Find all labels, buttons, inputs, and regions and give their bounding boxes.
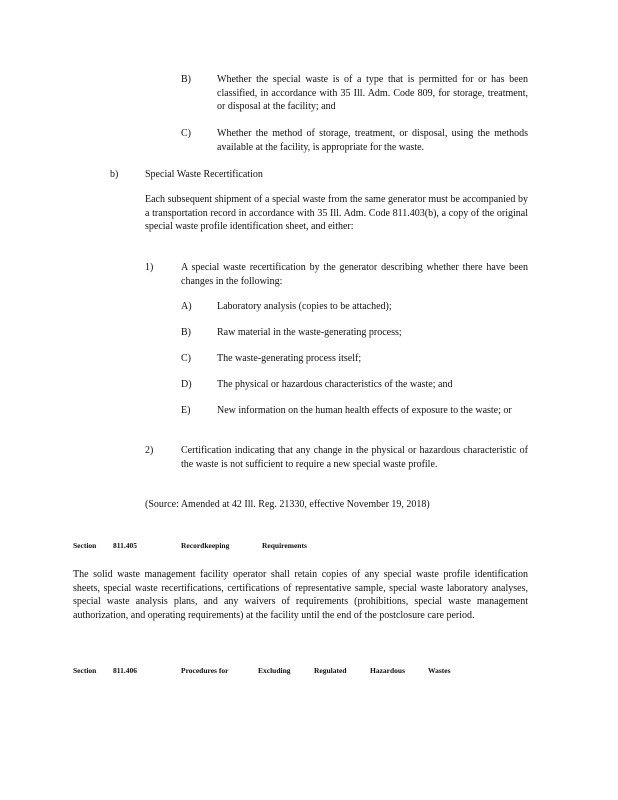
item-label: B): [181, 74, 191, 85]
section-number: 811.405: [113, 541, 137, 550]
section-title-part: Procedures for: [181, 666, 229, 675]
section-title-part: Recordkeeping: [181, 541, 230, 550]
item-text: Whether the method of storage, treatment, or disposal, using the methods available at the facility, is appropriate for the waste.: [217, 128, 528, 153]
subitem-text: The physical or hazardous characteristics of the waste; and: [217, 379, 453, 390]
subitem-text: New information on the human health effects of exposure to the waste; or: [217, 405, 512, 416]
subitem-text: Laboratory analysis (copies to be attached);: [217, 301, 392, 312]
subsection-label: b): [110, 169, 119, 180]
section-title-part: Wastes: [428, 666, 451, 675]
section-number: 811.406: [113, 666, 137, 675]
subitem-label: D): [181, 379, 192, 390]
section-title-part: Hazardous: [370, 666, 406, 675]
item-text: Whether the special waste is of a type that is permitted for or has been classified, in accordance with 35 Ill. Adm. Code 809, for storage, treatment, or disposal at the facility; and: [217, 74, 528, 112]
section-title-part: Regulated: [314, 666, 347, 675]
section-heading: [73, 541, 533, 553]
section-heading: [73, 666, 533, 678]
subitem-text: The waste-generating process itself;: [217, 353, 362, 364]
item-text: A special waste recertification by the generator describing whether there have been changes in the following:: [181, 262, 528, 287]
subsection-intro: Each subsequent shipment of a special waste from the same generator must be accompanied by a transportation record in accordance with 35 Ill. Adm. Code 811.403(b), a copy of the original special waste profile identification sheet, and either:: [145, 194, 528, 232]
item-label: 2): [145, 445, 154, 456]
subitem-label: B): [181, 327, 191, 338]
section-title-part: Excluding: [258, 666, 291, 675]
source-note: (Source: Amended at 42 Ill. Reg. 21330, effective November 19, 2018): [145, 499, 430, 510]
section-word: Section: [73, 541, 97, 550]
item-text: Certification indicating that any change in the physical or hazardous characteristic of the waste is not sufficient to require a new special waste profile.: [181, 445, 528, 470]
subitem-text: Raw material in the waste-generating process;: [217, 327, 402, 338]
subsection-heading: Special Waste Recertification: [145, 169, 263, 180]
subitem-label: C): [181, 353, 191, 364]
section-body: The solid waste management facility operator shall retain copies of any special waste profile identification sheets, special waste recertifications, certifications of representative sample, special waste laboratory analyses, special waste analysis plans, and any waivers of requirements (prohibitions, special waste management authorization, and operating requirements) at the facility until the end of the postclosure care period.: [73, 569, 528, 621]
item-label: 1): [145, 262, 154, 273]
section-word: Section: [73, 666, 97, 675]
subitem-label: A): [181, 301, 192, 312]
item-label: C): [181, 128, 191, 139]
subitem-label: E): [181, 405, 191, 416]
section-title-part: Requirements: [262, 541, 307, 550]
